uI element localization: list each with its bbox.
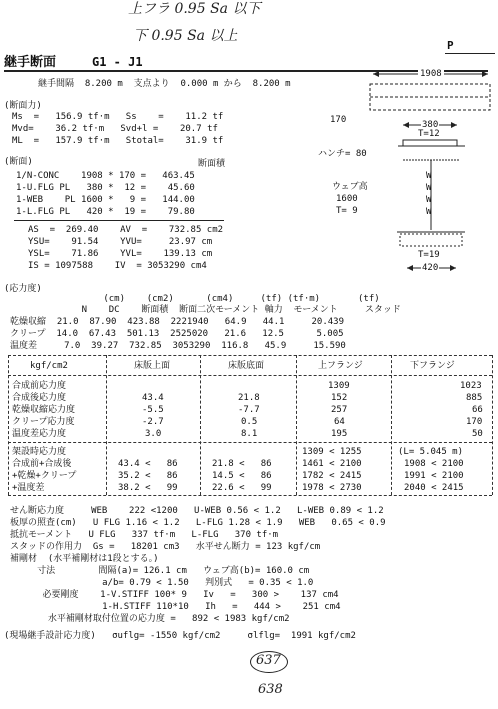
table-cell: 43.4 < 86 bbox=[118, 459, 178, 469]
section-row: 1-U.FLG PL 380 * 12 = 45.60 bbox=[16, 183, 195, 193]
check-row: 水平補剛材取付位置の応力度 = 892 < 1983 kgf/cm2 bbox=[10, 614, 290, 624]
section-force-row: Ms = 156.9 tf·m Ss = 11.2 tf bbox=[12, 112, 224, 122]
table-header-unit: kgf/cm2 bbox=[30, 361, 68, 371]
table-cell: 152 bbox=[331, 393, 348, 403]
check-row: 板厚の照査(cm) U FLG 1.16 < 1.2 L-FLG 1.28 < 1.9 WEB 0.65 < 0.9 bbox=[10, 518, 386, 528]
stress-row: 温度差 7.0 39.27 732.85 3053290 116.8 45.9 15.590 bbox=[10, 341, 346, 351]
section-prop: AS = 269.40 AV = 732.85 cm2 bbox=[28, 225, 224, 235]
haunch-label: ハンチ= 80 bbox=[318, 149, 367, 159]
table-cell: 195 bbox=[331, 429, 348, 439]
table-cell: 8.1 bbox=[241, 429, 258, 439]
table-col-divider bbox=[200, 355, 201, 495]
table-row-label: +乾燥+クリープ bbox=[12, 471, 77, 481]
handwritten-page-number: 637 bbox=[256, 653, 281, 668]
table-header-upper-flange: 上フランジ bbox=[318, 361, 363, 371]
lower-thickness-label: T=19 bbox=[418, 250, 440, 260]
table-cell: 21.8 bbox=[238, 393, 260, 403]
joint-position: 継手間隔 8.200 m 支点より 0.000 m から 8.200 m bbox=[38, 79, 291, 89]
table-cell: 170 bbox=[466, 417, 483, 427]
handwritten-page-number-below: 638 bbox=[258, 682, 283, 697]
section-heading: (断面) bbox=[4, 157, 33, 167]
section-row: 1/N-CONC 1908 * 170 = 463.45 bbox=[16, 171, 195, 181]
table-row-label: 架設時応力度 bbox=[12, 447, 67, 457]
section-prop: IS = 1097588 IV = 3053290 cm4 bbox=[28, 261, 207, 271]
table-cell: 0.5 bbox=[241, 417, 258, 427]
check-row: せん断応力度 WEB 222 <1200 U-WEB 0.56 < 1.2 L-WEB 0.89 < 1.2 bbox=[10, 506, 384, 516]
section-row: 1-WEB PL 1600 * 9 = 144.00 bbox=[16, 195, 195, 205]
table-row-label: 乾燥収縮応力度 bbox=[12, 405, 76, 415]
stress-column-units: (cm) (cm2) (cm4) (tf) (tf·m) (tf) bbox=[60, 294, 380, 304]
stress-column-names: N DC 断面積 断面二次モーメント 軸力 モーメント スタッド bbox=[60, 305, 401, 315]
table-bottom-border bbox=[8, 495, 492, 496]
table-cell: 3.0 bbox=[145, 429, 162, 439]
site-joint-stress: (現場継手設計応力度) σuflg= -1550 kgf/cm2 σlflg= 1991 kgf/cm2 bbox=[4, 631, 356, 641]
member-code: G1 - J1 bbox=[92, 55, 143, 69]
web-height-value: 1600 bbox=[336, 194, 358, 204]
table-cell: 22.6 < 99 bbox=[212, 483, 272, 493]
table-cell: 885 bbox=[466, 393, 483, 403]
table-cell: 35.2 < 86 bbox=[118, 471, 178, 481]
deck-width-label: 1908 bbox=[420, 69, 442, 79]
table-cell: 43.4 bbox=[142, 393, 164, 403]
web-mark: W bbox=[426, 195, 432, 205]
table-cell: 21.8 < 86 bbox=[212, 459, 272, 469]
stress-row: クリープ 14.0 67.43 501.13 2525020 21.6 12.5 5.005 bbox=[10, 329, 344, 339]
check-row: 必要剛度 1-V.STIFF 100* 9 Iv = 300 > 137 cm4 bbox=[10, 590, 339, 600]
check-row: スタッドの作用力 Gs = 18201 cm3 水平せん断力 = 123 kgf/cm bbox=[10, 542, 321, 552]
table-cell: 1991 < 2100 bbox=[404, 471, 464, 481]
check-row: 1-H.STIFF 110*10 Ih = 444 > 251 cm4 bbox=[10, 602, 341, 612]
check-row: 補剛材 (水平補剛材は1段とする。) bbox=[10, 554, 159, 564]
table-mid-border bbox=[8, 442, 492, 443]
table-cell: 38.2 < 99 bbox=[118, 483, 178, 493]
table-row-label: +温度差 bbox=[12, 483, 45, 493]
section-force-row: Mvd= 36.2 tf·m Svd+l = 20.7 tf bbox=[12, 124, 218, 134]
table-cell: 1309 bbox=[328, 381, 350, 391]
handwritten-note-upper: 上フラ 0.95 Sa 以下 bbox=[128, 1, 261, 17]
upper-number-label: 170 bbox=[330, 115, 347, 125]
table-cell: (L= 5.045 m) bbox=[398, 447, 464, 457]
table-cell: 1309 < 1255 bbox=[302, 447, 362, 457]
stress-heading: (応力度) bbox=[4, 284, 42, 294]
table-header-lower-flange: 下フランジ bbox=[410, 361, 455, 371]
table-cell: 64 bbox=[334, 417, 345, 427]
table-col-divider bbox=[106, 355, 107, 495]
handwritten-note-lower: 下 0.95 Sa 以上 bbox=[133, 28, 238, 44]
table-header-slab-top: 床版上面 bbox=[134, 361, 171, 371]
table-header-slab-bottom: 床版底面 bbox=[228, 361, 265, 371]
flange-width-label: 380 bbox=[422, 120, 439, 130]
lower-flange-width-label: 420 bbox=[422, 263, 439, 273]
section-force-row: ML = 157.9 tf·m Stotal= 31.9 tf bbox=[12, 136, 224, 146]
table-cell: 1782 < 2415 bbox=[302, 471, 362, 481]
table-cell: -7.7 bbox=[238, 405, 260, 415]
web-mark: W bbox=[426, 207, 432, 217]
table-cell: 2040 < 2415 bbox=[404, 483, 464, 493]
table-cell: 1461 < 2100 bbox=[302, 459, 362, 469]
page-title: 継手断面 bbox=[4, 55, 57, 70]
table-cell: 257 bbox=[331, 405, 348, 415]
check-row: 抵抗モーメント U FLG 337 tf·m L-FLG 370 tf·m bbox=[10, 530, 279, 540]
table-cell: -2.7 bbox=[142, 417, 164, 427]
check-row: 寸法 間隔(a)= 126.1 cm ウェブ高(b)= 160.0 cm bbox=[10, 566, 310, 576]
table-row-label: クリープ応力度 bbox=[12, 417, 75, 427]
table-col-divider bbox=[296, 355, 297, 495]
section-prop: YSU= 91.54 YVU= 23.97 cm bbox=[28, 237, 213, 247]
table-cell: 66 bbox=[472, 405, 483, 415]
table-cell: 1908 < 2100 bbox=[404, 459, 464, 469]
check-row: a/b= 0.79 < 1.50 判別式 = 0.35 < 1.0 bbox=[10, 578, 314, 588]
page-label: P bbox=[447, 39, 454, 52]
table-cell: 14.5 < 86 bbox=[212, 471, 272, 481]
section-force-heading: (断面力) bbox=[4, 101, 42, 111]
table-right-border bbox=[492, 355, 493, 495]
web-mark: W bbox=[426, 183, 432, 193]
table-col-divider bbox=[391, 355, 392, 495]
section-row: 1-L.FLG PL 420 * 19 = 79.80 bbox=[16, 207, 195, 217]
table-top-border bbox=[8, 355, 492, 356]
upper-thickness-label: T=12 bbox=[418, 129, 440, 139]
table-cell: 50 bbox=[472, 429, 483, 439]
stress-row: 乾燥収縮 21.0 87.90 423.88 2221940 64.9 44.1 20.439 bbox=[10, 317, 345, 327]
table-cell: 1023 bbox=[460, 381, 482, 391]
web-height-caption: ウェブ高 bbox=[332, 182, 368, 192]
table-header-border bbox=[8, 375, 492, 376]
section-prop: YSL= 71.86 YVL= 139.13 cm bbox=[28, 249, 213, 259]
area-column-header: 断面積 bbox=[198, 159, 226, 169]
table-row-label: 合成後応力度 bbox=[12, 393, 67, 403]
web-thickness-label: T= 9 bbox=[336, 206, 358, 216]
web-mark: W bbox=[426, 171, 432, 181]
table-cell: 1978 < 2730 bbox=[302, 483, 362, 493]
table-row-label: 合成前応力度 bbox=[12, 381, 67, 391]
table-left-border bbox=[8, 355, 9, 495]
table-cell: -5.5 bbox=[142, 405, 164, 415]
table-row-label: 合成前+合成後 bbox=[12, 459, 72, 469]
table-row-label: 温度差応力度 bbox=[12, 429, 67, 439]
